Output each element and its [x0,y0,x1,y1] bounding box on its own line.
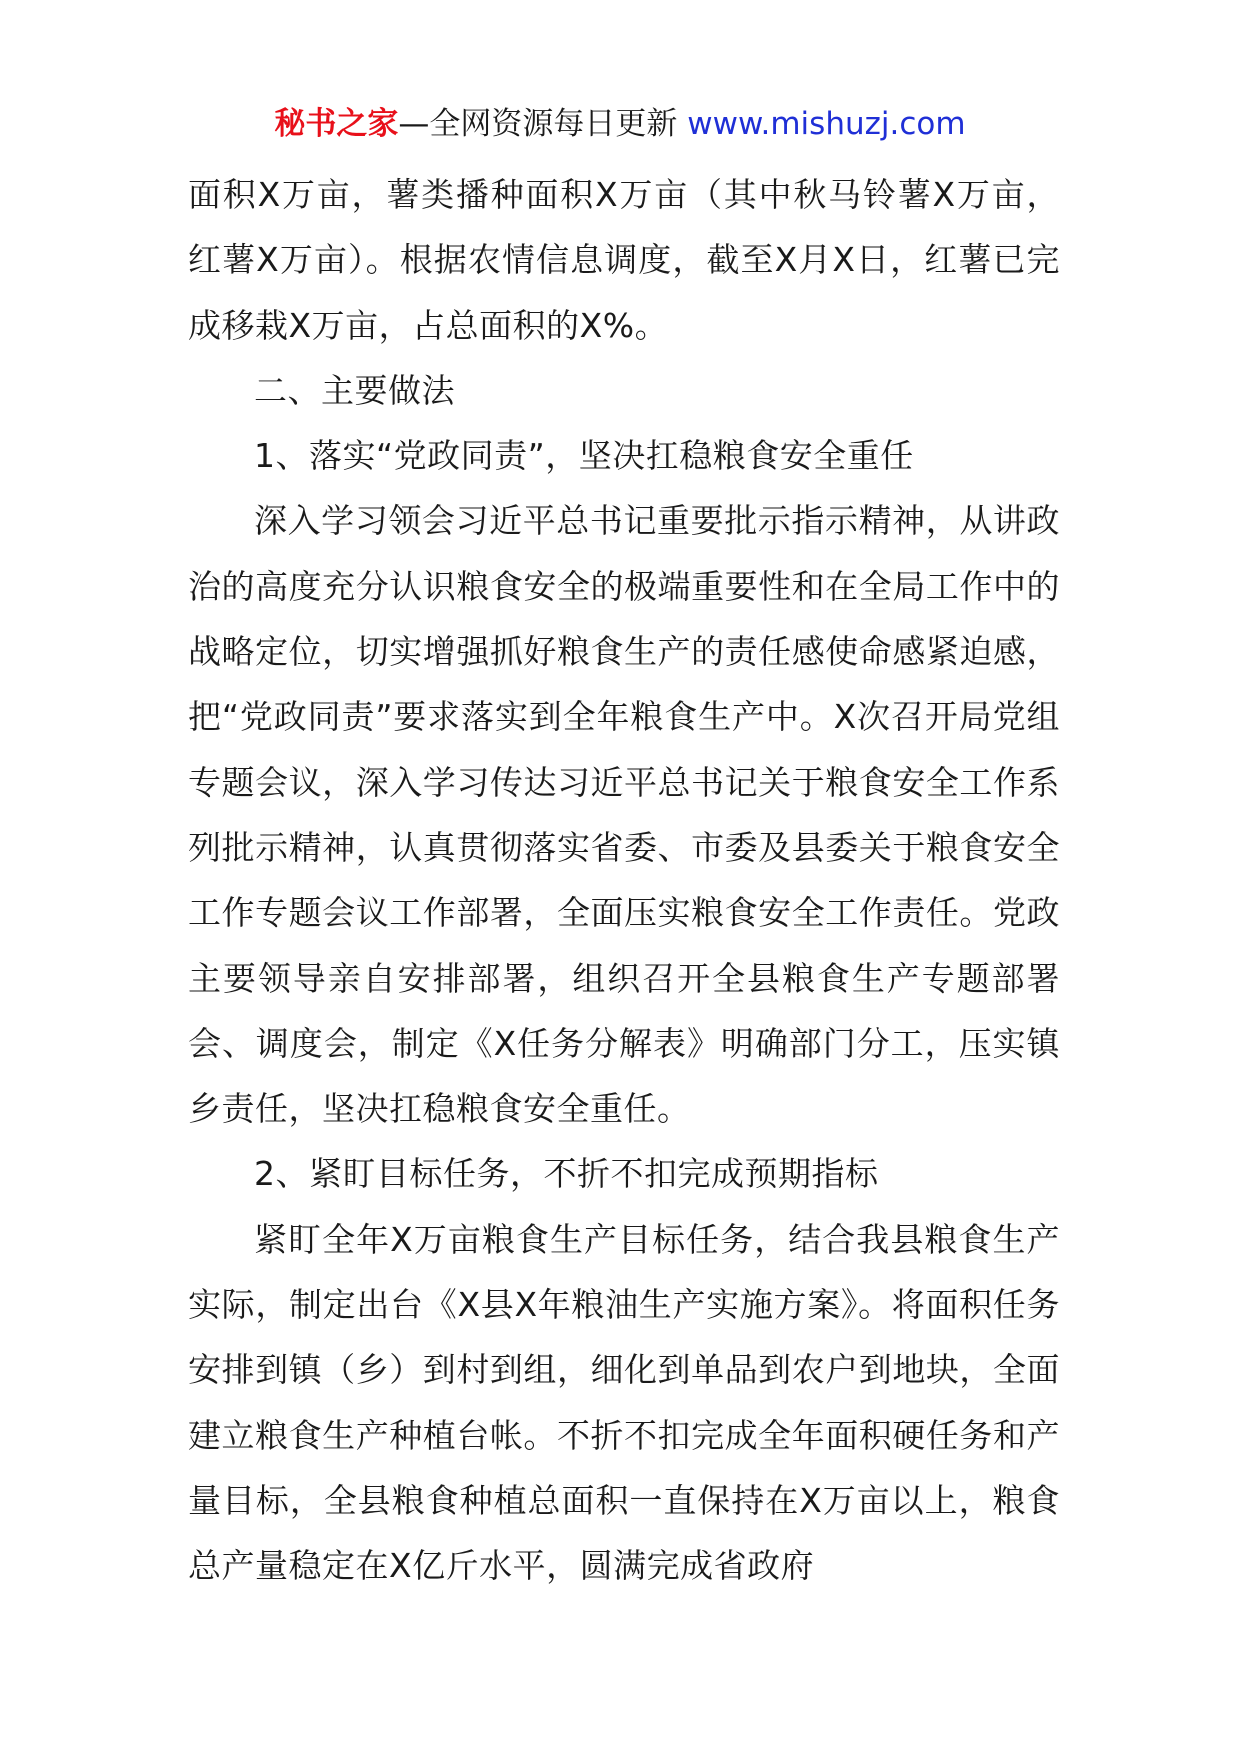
subheading-party-responsibility: 1、落实“党政同责”，坚决扛稳粮食安全重任 [254,436,914,476]
paragraph-party-responsibility: 深入学习领会习近平总书记重要批示指示精神，从讲政治的高度充分认识粮食安全的极端重要性和在全局工作中的战略定位，切实增强抓好粮食生产的责任感使命感紧迫感，把“党政同责”要求落实到全年粮食生产中。X次召开局党组专题会议，深入学习传达习近平总书记关于粮食安全工作系列批示精神，认真贯彻落实省委、市委及县委关于粮食安全工作专题会议工作部署，全面压实粮食安全工作责任。党政主要领导亲自安排部署，组织召开全县粮食生产专题部署会、调度会，制定《X任务分解表》明确部门分工，压实镇乡责任，坚决扛稳粮食安全重任。 [188,501,1060,1129]
brand-name: 秘书之家 [274,106,399,142]
site-header [0,102,1240,146]
site-url-link[interactable]: www.mishuzj.com [687,106,966,142]
section-heading-main-practices: 二、主要做法 [254,370,455,410]
subheading-target-tasks: 2、紧盯目标任务，不折不扣完成预期指标 [254,1154,879,1194]
header-slogan: —全网资源每日更新 [398,106,688,142]
paragraph-area-summary: 面积X万亩，薯类播种面积X万亩（其中秋马铃薯X万亩，红薯X万亩）。根据农情信息调度，截至X月X日，红薯已完成移栽X万亩，占总面积的X%。 [188,175,1060,345]
paragraph-target-tasks: 紧盯全年X万亩粮食生产目标任务，结合我县粮食生产实际，制定出台《X县X年粮油生产实施方案》。将面积任务安排到镇（乡）到村到组，细化到单品到农户到地块，全面建立粮食生产种植台帐。不折不扣完成全年面积硬任务和产量目标，全县粮食种植总面积一直保持在X万亩以上，粮食总产量稳定在X亿斤水平，圆满完成省政府 [188,1219,1060,1586]
document-body [188,162,1060,1599]
